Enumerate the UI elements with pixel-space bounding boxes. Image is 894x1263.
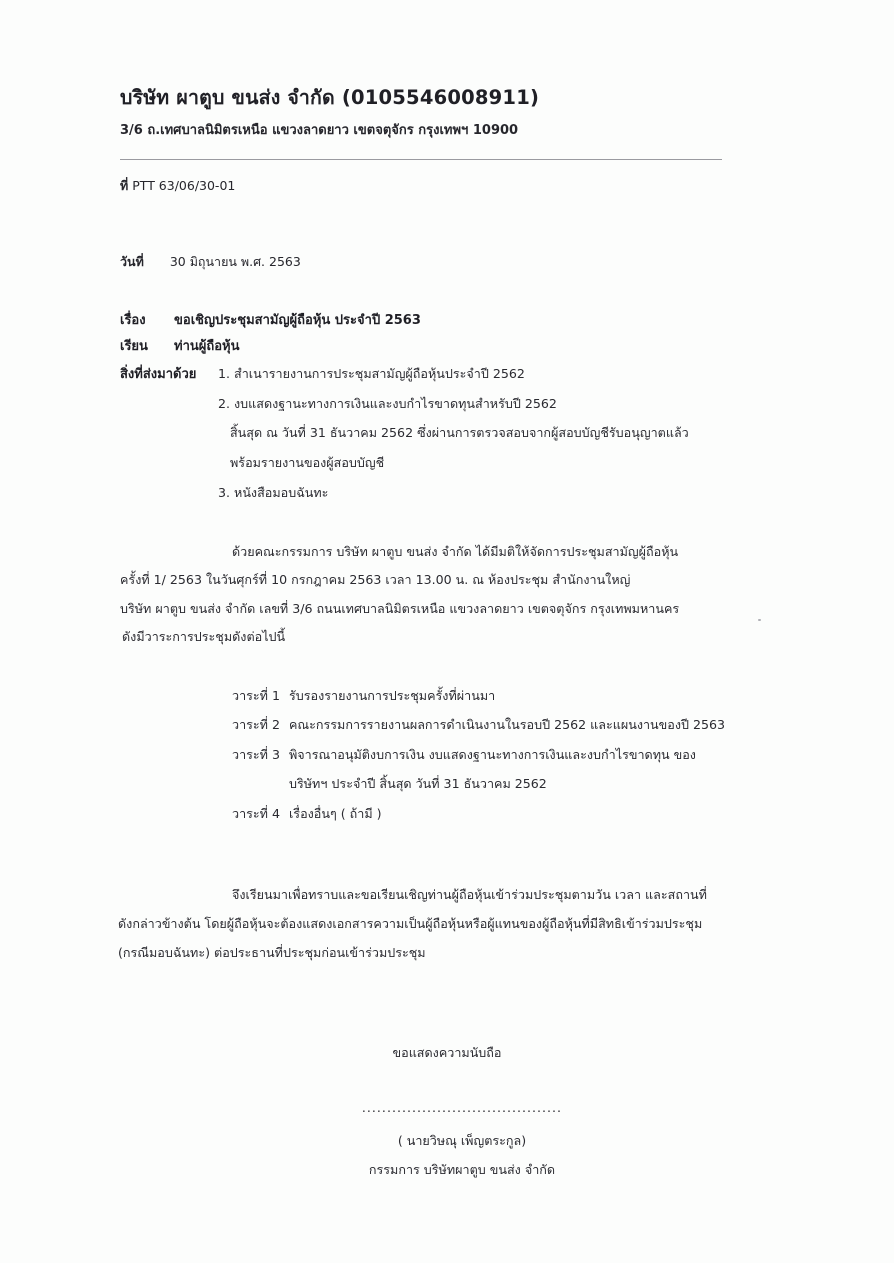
agenda-number: วาระที่ 4 — [232, 806, 280, 821]
reference-number — [120, 176, 235, 196]
reference-value: PTT 63/06/30-01 — [132, 178, 236, 193]
signatory-name: ( นายวิษณุ เพ็ญตระกูล) — [397, 1133, 527, 1148]
reference-label: ที่ — [120, 178, 129, 193]
intro-paragraph-line: ด้วยคณะกรรมการ บริษัท ผาตูบ ขนส่ง จำกัด ได้มีมติให้จัดการประชุมสามัญผู้ถือหุ้น — [232, 544, 679, 559]
enclosure-item-continuation: สิ้นสุด ณ วันที่ 31 ธันวาคม 2562 ซึ่งผ่านการตรวจสอบจากผู้สอบบัญชีรับอนุญาตแล้ว — [230, 425, 689, 440]
intro-paragraph-line: ดังมีวาระการประชุมดังต่อไปนี้ — [122, 629, 286, 644]
to-value: ท่านผู้ถือหุ้น — [174, 339, 240, 354]
subject-label: เรื่อง — [120, 313, 146, 328]
date-value: 30 มิถุนายน พ.ศ. 2563 — [169, 254, 301, 269]
subject-value: ขอเชิญประชุมสามัญผู้ถือหุ้น ประจำปี 2563 — [174, 313, 421, 328]
date-label: วันที่ — [120, 254, 144, 269]
signature-line: ........................................ — [361, 1100, 563, 1115]
enclosure-item: 2. งบแสดงฐานะทางการเงินและงบกำไรขาดทุนสำหรับปี 2562 — [218, 396, 557, 411]
agenda-item-text-continuation: บริษัทฯ ประจำปี สิ้นสุด วันที่ 31 ธันวาคม 2562 — [289, 776, 547, 791]
enclosure-item-continuation: พร้อมรายงานของผู้สอบบัญชี — [230, 455, 385, 470]
letterhead-divider — [120, 159, 722, 160]
signatory-title: กรรมการ บริษัทผาตูบ ขนส่ง จำกัด — [368, 1162, 556, 1177]
letter-date — [120, 252, 301, 272]
company-address: 3/6 ถ.เทศบาลนิมิตรเหนือ แขวงลาดยาว เขตจตุจักร กรุงเทพฯ 10900 — [120, 123, 519, 138]
agenda-item-text: รับรองรายงานการประชุมครั้งที่ผ่านมา — [289, 688, 496, 703]
agenda-item-text: เรื่องอื่นๆ ( ถ้ามี ) — [289, 806, 382, 821]
intro-paragraph-line: บริษัท ผาตูบ ขนส่ง จำกัด เลขที่ 3/6 ถนนเทศบาลนิมิตรเหนือ แขวงลาดยาว เขตจตุจักร กรุงเทพมหานคร — [120, 601, 680, 616]
agenda-number: วาระที่ 2 — [232, 717, 280, 732]
intro-paragraph-line: ครั้งที่ 1/ 2563 ในวันศุกร์ที่ 10 กรกฎาคม 2563 เวลา 13.00 น. ณ ห้องประชุม สำนักงานใหญ่ — [120, 572, 631, 587]
scan-speck — [758, 619, 761, 621]
enclosure-item: 1. สำเนารายงานการประชุมสามัญผู้ถือหุ้นประจำปี 2562 — [218, 366, 525, 381]
enclosures-label: สิ่งที่ส่งมาด้วย — [120, 367, 197, 382]
agenda-number: วาระที่ 3 — [232, 747, 280, 762]
company-name: บริษัท ผาตูบ ขนส่ง จำกัด (0105546008911) — [120, 86, 540, 109]
closing-paragraph-line: ดังกล่าวข้างต้น โดยผู้ถือหุ้นจะต้องแสดงเอกสารความเป็นผู้ถือหุ้นหรือผู้แทนของผู้ถือหุ้นที่มีสิทธิเข้าร่วมประชุม — [118, 916, 703, 931]
agenda-item-text: คณะกรรมการรายงานผลการดำเนินงานในรอบปี 2562 และแผนงานของปี 2563 — [289, 717, 726, 732]
closing-paragraph-line: (กรณีมอบฉันทะ) ต่อประธานที่ประชุมก่อนเข้าร่วมประชุม — [118, 945, 426, 960]
to-label: เรียน — [120, 339, 148, 354]
signature-salutation: ขอแสดงความนับถือ — [392, 1045, 502, 1060]
agenda-item-text: พิจารณาอนุมัติงบการเงิน งบแสดงฐานะทางการเงินและงบกำไรขาดทุน ของ — [289, 747, 696, 762]
closing-paragraph-line: จึงเรียนมาเพื่อทราบและขอเรียนเชิญท่านผู้ถือหุ้นเข้าร่วมประชุมตามวัน เวลา และสถานที่ — [232, 887, 707, 902]
agenda-number: วาระที่ 1 — [232, 688, 280, 703]
enclosure-item: 3. หนังสือมอบฉันทะ — [218, 485, 329, 500]
